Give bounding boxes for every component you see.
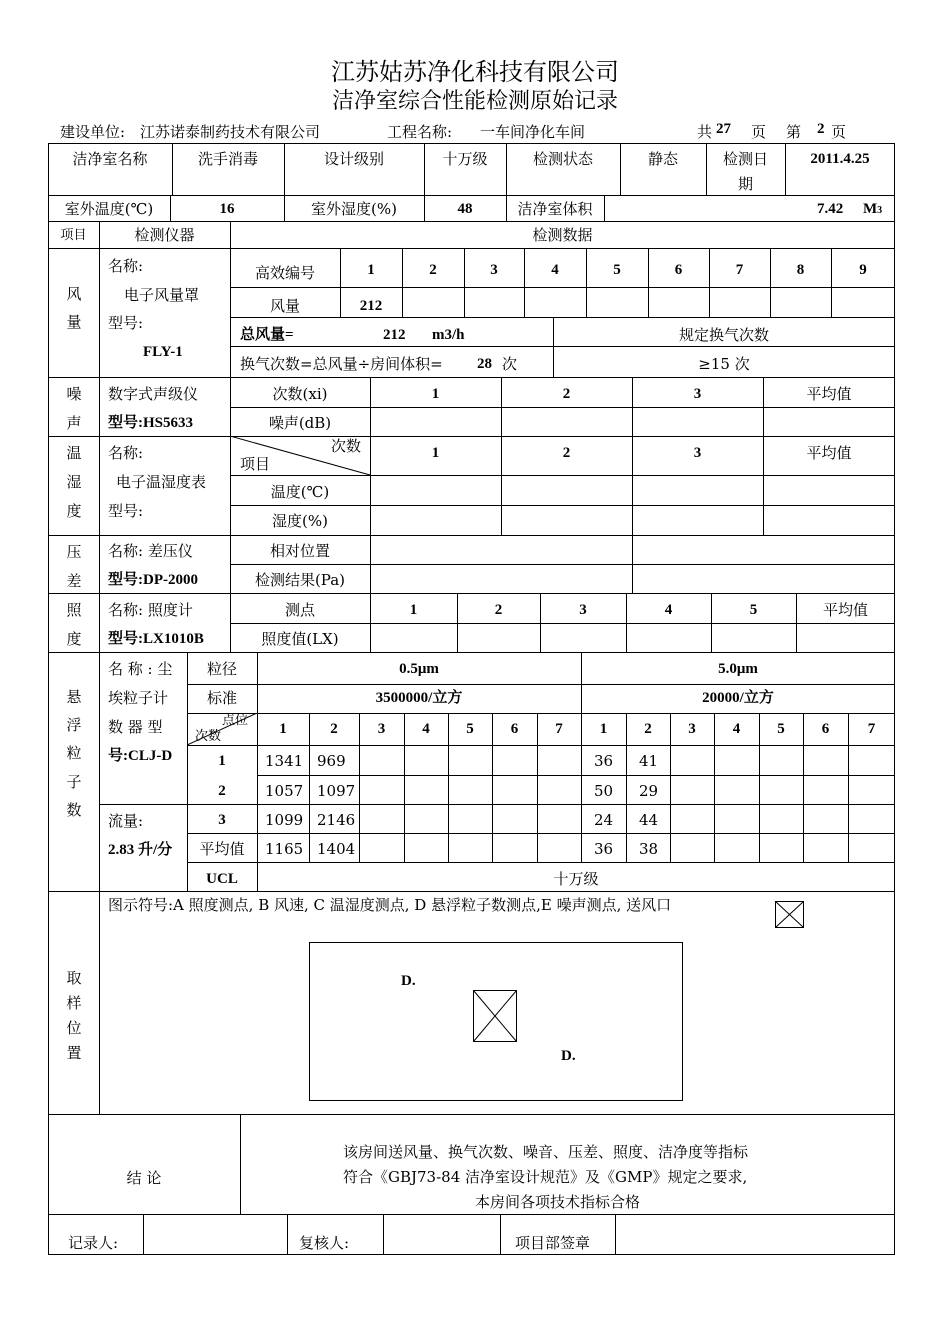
page-suffix: 页 xyxy=(831,123,847,141)
instrument-header: 检测仪器 xyxy=(134,226,195,244)
particle-count-small: 1097 xyxy=(317,782,356,800)
supply-vent-legend-icon xyxy=(775,901,804,928)
particle-size-small: 0.5μm xyxy=(399,661,439,677)
lux-point: 2 xyxy=(494,602,503,618)
temp-diag-top: 次数 xyxy=(331,437,362,455)
sampling-section-char: 取 xyxy=(66,969,82,987)
particle-inst-line: 名 称 : 尘 xyxy=(108,660,173,678)
rule xyxy=(187,745,895,746)
temp-inst-name-label: 名称: xyxy=(108,444,144,462)
outdoor-humidity-label: 室外湿度(%) xyxy=(311,200,397,218)
particle-count-small: 1341 xyxy=(265,752,304,770)
lux-model: 型号:LX1010B xyxy=(108,631,204,647)
client-label: 建设单位: xyxy=(60,123,126,141)
airflow-inst-model-label: 型号: xyxy=(108,314,144,332)
rule xyxy=(257,775,895,776)
ach-value: 28 xyxy=(477,356,492,372)
rule xyxy=(48,377,895,378)
lux-point: 3 xyxy=(579,602,587,618)
particle-inst-line: 号:CLJ-D xyxy=(108,748,173,764)
particle-count-large: 24 xyxy=(594,811,614,829)
conclusion-line: 该房间送风量、换气次数、噪音、压差、照度、洁净度等指标 xyxy=(343,1143,749,1161)
rule xyxy=(187,684,895,685)
rule xyxy=(230,346,895,347)
particle-count-large: 29 xyxy=(639,782,659,800)
hepa-number: 4 xyxy=(551,262,559,278)
stamp-label: 项目部签章 xyxy=(515,1234,591,1252)
sampling-section-char: 样 xyxy=(66,994,82,1012)
sampling-legend: 图示符号:A 照度测点, B 风速, C 温湿度测点, D 悬浮粒子数测点,E 噪声测点, 送风口 xyxy=(108,896,672,914)
document-title: 洁净室综合性能检测原始记录 xyxy=(331,89,618,114)
total-flow-value: 212 xyxy=(383,327,406,343)
particle-count-large: 36 xyxy=(594,840,614,858)
point-number-large: 2 xyxy=(644,721,652,737)
particle-row-label: 1 xyxy=(218,753,226,769)
pressure-section-char: 压 xyxy=(66,543,82,561)
particle-std-small: 3500000/立方 xyxy=(375,690,463,706)
airflow-inst-name-label: 名称: xyxy=(108,257,144,275)
airflow-inst-model: FLY-1 xyxy=(143,344,183,360)
pressure-result-label: 检测结果(Pa) xyxy=(254,571,346,589)
required-ach-label: 规定换气次数 xyxy=(678,326,769,344)
rule xyxy=(257,652,258,891)
test-date-label-2: 期 xyxy=(737,175,753,193)
room-name-label: 洁净室名称 xyxy=(72,150,148,168)
noise-count: 3 xyxy=(693,386,702,402)
sampling-section-char: 置 xyxy=(66,1044,82,1062)
noise-count: 2 xyxy=(562,386,571,402)
item-header: 项目 xyxy=(60,228,87,243)
airflow-section-char: 量 xyxy=(66,313,82,331)
test-date: 2011.4.25 xyxy=(810,151,870,167)
particle-flow-label: 流量: xyxy=(108,812,144,830)
rule xyxy=(230,317,895,318)
recorder-label: 记录人: xyxy=(68,1234,119,1252)
rule xyxy=(770,248,771,317)
room-volume-label: 洁净室体积 xyxy=(517,200,593,218)
particle-row-label: 2 xyxy=(218,783,226,799)
particle-count-large: 44 xyxy=(639,811,659,829)
point-number-large: 5 xyxy=(777,721,785,737)
particle-count-small: 1099 xyxy=(265,811,304,829)
particle-diag-top: 点位 xyxy=(222,713,249,728)
rule xyxy=(230,505,895,506)
rule xyxy=(615,1214,616,1255)
lux-point: 5 xyxy=(749,602,758,618)
lux-point: 4 xyxy=(664,602,673,618)
rule xyxy=(648,248,649,317)
particle-count-small: 1165 xyxy=(265,840,304,858)
test-date-label-1: 检测日 xyxy=(722,150,768,168)
particle-count-large: 38 xyxy=(639,840,659,858)
airflow-section-char: 风 xyxy=(66,285,82,303)
rule xyxy=(187,833,895,834)
pressure-section-char: 差 xyxy=(66,572,82,590)
point-number-small: 6 xyxy=(510,721,519,737)
page-word: 页 xyxy=(751,123,767,141)
total-pages-prefix: 共 xyxy=(697,123,713,141)
rule xyxy=(48,891,895,892)
particle-section-char: 悬 xyxy=(66,688,82,706)
hepa-number: 2 xyxy=(429,262,437,278)
data-header: 检测数据 xyxy=(532,226,593,244)
lux-section-char: 度 xyxy=(66,630,82,648)
particle-inst-line: 埃粒子计 xyxy=(108,689,169,707)
test-state: 静态 xyxy=(647,150,678,168)
rule xyxy=(187,862,895,863)
temp-count: 1 xyxy=(431,445,440,461)
rule xyxy=(48,1214,895,1215)
sampling-point-d: D. xyxy=(561,1048,576,1064)
hepa-number: 3 xyxy=(490,262,498,278)
particle-count-large: 36 xyxy=(594,752,614,770)
rule xyxy=(709,248,710,317)
rule xyxy=(48,1114,895,1115)
particle-section-char: 数 xyxy=(66,801,82,819)
hepa-label: 高效编号 xyxy=(254,264,315,282)
rule xyxy=(632,535,633,593)
reviewer-label: 复核人: xyxy=(299,1234,350,1252)
particle-size-large: 5.0μm xyxy=(718,661,758,677)
humidity-label: 湿度(%) xyxy=(272,512,328,530)
page-prefix: 第 xyxy=(786,123,802,141)
rule xyxy=(230,287,895,288)
outdoor-humidity: 48 xyxy=(457,201,473,217)
rule xyxy=(287,1214,288,1255)
point-number-small: 5 xyxy=(466,721,474,737)
rule xyxy=(500,1214,501,1255)
noise-count: 1 xyxy=(431,386,440,402)
rule xyxy=(143,1214,144,1255)
company-title: 江苏姑苏净化科技有限公司 xyxy=(331,58,619,86)
outdoor-temp-label: 室外温度(℃) xyxy=(64,200,154,218)
rule xyxy=(604,195,605,221)
particle-count-large: 41 xyxy=(639,752,659,770)
temp-avg-label: 平均值 xyxy=(806,444,852,462)
lux-instrument: 名称: 照度计 xyxy=(108,601,193,619)
rule xyxy=(48,593,895,594)
lux-avg-label: 平均值 xyxy=(822,601,868,619)
conclusion-line: 本房间各项技术指标合格 xyxy=(475,1193,641,1211)
required-ach-value: ≥15 次 xyxy=(698,355,750,373)
particle-count-small: 1057 xyxy=(265,782,304,800)
point-number-small: 2 xyxy=(330,721,338,737)
lux-value-label: 照度值(LX) xyxy=(261,630,339,648)
point-number-small: 1 xyxy=(279,721,287,737)
total-flow-unit: m3/h xyxy=(432,327,465,343)
point-number-large: 1 xyxy=(599,721,608,737)
temp-section-char: 温 xyxy=(66,444,82,462)
hepa-number: 9 xyxy=(859,262,867,278)
temp-count: 2 xyxy=(562,445,571,461)
noise-model: 型号:HS5633 xyxy=(108,415,194,431)
test-state-label: 检测状态 xyxy=(532,150,593,168)
airflow-inst-name: 电子风量罩 xyxy=(124,286,200,304)
noise-instrument: 数字式声级仪 xyxy=(108,385,199,403)
flow-label: 风量 xyxy=(269,297,300,315)
noise-section-char: 噪 xyxy=(66,385,82,403)
rule xyxy=(48,436,895,437)
design-level-label: 设计级别 xyxy=(323,150,384,168)
point-number-large: 6 xyxy=(821,721,830,737)
noise-value-label: 噪声(dB) xyxy=(268,414,332,432)
supply-vent-icon xyxy=(473,990,517,1042)
sampling-point-d: D. xyxy=(401,973,416,989)
rule xyxy=(99,804,895,805)
lux-point: 1 xyxy=(409,602,418,618)
flow-value: 212 xyxy=(359,298,383,314)
point-number-small: 3 xyxy=(377,721,386,737)
temp-diag-bottom: 项目 xyxy=(240,455,271,473)
project-name: 一车间净化车间 xyxy=(480,123,586,141)
pressure-model: 型号:DP-2000 xyxy=(108,572,198,588)
point-number-large: 3 xyxy=(688,721,696,737)
particle-inst-line: 数 器 型 xyxy=(108,718,163,736)
particle-section-char: 粒 xyxy=(66,744,82,762)
total-pages: 27 xyxy=(716,121,731,137)
particle-std-label: 标准 xyxy=(206,689,237,707)
pressure-instrument: 名称: 差压仪 xyxy=(108,542,193,560)
noise-count-label: 次数(xi) xyxy=(272,385,328,403)
temperature-label: 温度(℃) xyxy=(270,483,330,501)
sampling-section-char: 位 xyxy=(66,1019,82,1037)
particle-size-label: 粒径 xyxy=(206,660,237,678)
particle-count-small: 969 xyxy=(317,752,346,770)
conclusion-line: 符合《GBJ73-84 洁净室设计规范》及《GMP》规定之要求, xyxy=(343,1168,748,1186)
particle-section-char: 浮 xyxy=(66,716,82,734)
ucl-value: 十万级 xyxy=(553,870,599,888)
lux-section-char: 照 xyxy=(66,601,82,619)
temp-count: 3 xyxy=(693,445,702,461)
rule xyxy=(586,248,587,317)
hepa-number: 8 xyxy=(796,262,805,278)
hepa-number: 6 xyxy=(674,262,683,278)
point-number-large: 7 xyxy=(867,721,876,737)
ach-formula-label: 换气次数=总风量÷房间体积= xyxy=(240,355,443,373)
ach-unit: 次 xyxy=(502,355,518,373)
rule xyxy=(230,407,895,408)
rule xyxy=(383,1214,384,1255)
rule xyxy=(99,221,100,1114)
temp-inst-name: 电子温湿度表 xyxy=(116,473,207,491)
particle-count-small: 2146 xyxy=(317,811,356,829)
temp-model-label: 型号: xyxy=(108,502,144,520)
rule xyxy=(370,535,371,593)
noise-avg-label: 平均值 xyxy=(806,385,852,403)
lux-point-label: 测点 xyxy=(284,601,315,619)
point-number-small: 4 xyxy=(422,721,430,737)
rule xyxy=(230,564,895,565)
temp-section-char: 湿 xyxy=(66,473,82,491)
rule xyxy=(187,713,895,714)
particle-count-large: 50 xyxy=(594,782,614,800)
hepa-number: 1 xyxy=(367,262,375,278)
particle-std-large: 20000/立方 xyxy=(702,690,774,706)
rule xyxy=(48,652,895,653)
rule xyxy=(48,535,895,536)
noise-section-char: 声 xyxy=(66,414,82,432)
rule xyxy=(524,248,525,317)
particle-row-label: 平均值 xyxy=(199,840,245,858)
particle-diag-bottom: 次数 xyxy=(195,729,222,744)
client-name: 江苏诺泰制药技术有限公司 xyxy=(140,123,321,141)
rule xyxy=(240,1114,241,1214)
particle-row-label: 3 xyxy=(218,812,226,828)
rule xyxy=(48,221,895,222)
hepa-number: 5 xyxy=(613,262,621,278)
temp-section-char: 度 xyxy=(66,502,82,520)
point-number-large: 4 xyxy=(732,721,741,737)
rule xyxy=(402,248,403,317)
particle-count-small: 1404 xyxy=(317,840,356,858)
point-number-small: 7 xyxy=(555,721,563,737)
room-volume: 7.42 xyxy=(817,201,844,217)
project-label: 工程名称: xyxy=(387,123,453,141)
relative-position-label: 相对位置 xyxy=(269,542,330,560)
rule xyxy=(464,248,465,317)
design-level: 十万级 xyxy=(442,150,488,168)
conclusion-label: 结 论 xyxy=(126,1169,162,1187)
room-volume-unit: M3 xyxy=(863,201,883,217)
page-number: 2 xyxy=(817,121,825,137)
particle-flow-value: 2.83 升/分 xyxy=(108,842,173,858)
rule xyxy=(831,248,832,317)
rule xyxy=(48,195,895,196)
outdoor-temp: 16 xyxy=(219,201,235,217)
particle-section-char: 子 xyxy=(66,773,82,791)
total-flow-label: 总风量= xyxy=(240,327,294,343)
ucl-label: UCL xyxy=(206,871,238,887)
rule xyxy=(48,248,895,249)
room-name: 洗手消毒 xyxy=(197,150,258,168)
hepa-number: 7 xyxy=(735,262,744,278)
